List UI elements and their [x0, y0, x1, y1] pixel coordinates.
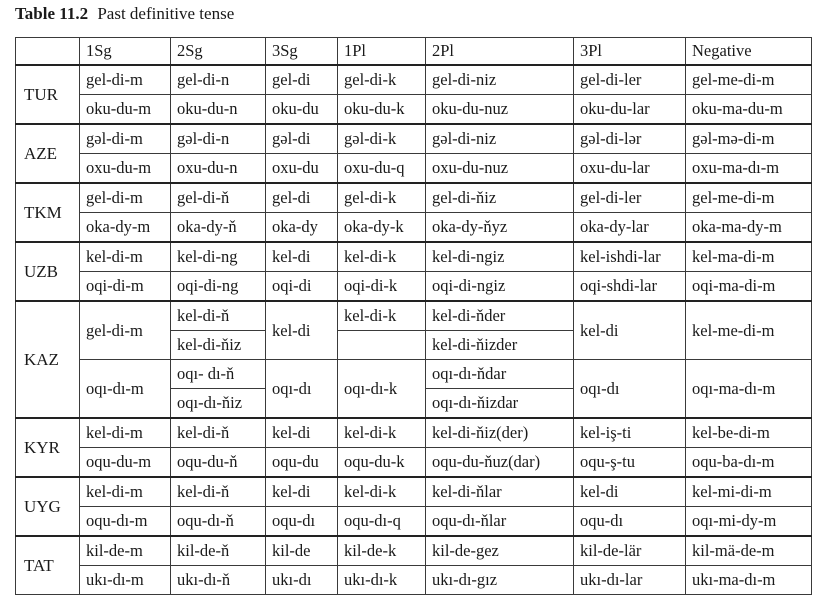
table-cell: oqı-dı: [266, 360, 338, 419]
language-label-aze: AZE: [16, 124, 80, 183]
table-cell: kel-di: [574, 477, 686, 507]
table-row: [16, 183, 812, 213]
table-cell: kel-di: [574, 301, 686, 360]
table-cell: oxu-du-q: [338, 154, 426, 184]
header-corner: [16, 38, 80, 66]
column-header: Negative: [686, 38, 812, 66]
table-cell: ukı-dı-lar: [574, 566, 686, 595]
table-cell: oka-dy-ňyz: [426, 213, 574, 243]
table-cell: oka-dy-k: [338, 213, 426, 243]
table-cell: oqı-dı-ňizdar: [426, 389, 574, 419]
table-cell: kil-de-lär: [574, 536, 686, 566]
table-cell: oqu-du: [266, 448, 338, 478]
table-cell: kel-ishdi-lar: [574, 242, 686, 272]
table-cell: oka-ma-dy-m: [686, 213, 812, 243]
table-cell: oqu-ş-tu: [574, 448, 686, 478]
table-cell: oxu-du-m: [80, 154, 171, 184]
table-cell: oku-du-k: [338, 95, 426, 125]
table-cell: kel-di-ňizder: [426, 331, 574, 360]
table-cell: kel-di-k: [338, 477, 426, 507]
table-cell: kel-di: [266, 477, 338, 507]
table-cell: oxu-du-nuz: [426, 154, 574, 184]
table-cell: oxu-du-lar: [574, 154, 686, 184]
table-cell: oqu-dı-ňlar: [426, 507, 574, 537]
table-cell: oqu-dı-q: [338, 507, 426, 537]
table-cell: kel-di-k: [338, 418, 426, 448]
language-label-kaz: KAZ: [16, 301, 80, 418]
table-cell: oqı-dı-ňiz: [171, 389, 266, 419]
table-cell: oxu-du: [266, 154, 338, 184]
table-cell: gel-me-di-m: [686, 65, 812, 95]
table-row: [16, 448, 812, 478]
table-cell: oqu-du-ň: [171, 448, 266, 478]
table-cell: kel-di-m: [80, 418, 171, 448]
table-cell: gəl-di-lər: [574, 124, 686, 154]
header-row: [16, 38, 812, 66]
table-cell: oqu-du-k: [338, 448, 426, 478]
table-row: [16, 154, 812, 184]
column-header: 2Pl: [426, 38, 574, 66]
table-row: [16, 65, 812, 95]
table-cell: kel-di-k: [338, 242, 426, 272]
language-label-uzb: UZB: [16, 242, 80, 301]
table-cell: kel-di-ng: [171, 242, 266, 272]
language-label-tkm: TKM: [16, 183, 80, 242]
table-cell: gəl-di-m: [80, 124, 171, 154]
table-cell: oqi-shdi-lar: [574, 272, 686, 302]
table-cell: gel-me-di-m: [686, 183, 812, 213]
table-cell: gel-di-m: [80, 183, 171, 213]
table-cell: oqi-di-k: [338, 272, 426, 302]
table-cell: kel-di-ňder: [426, 301, 574, 331]
table-cell: oqı-dı-ňdar: [426, 360, 574, 389]
table-cell-empty: [338, 331, 426, 360]
table-cell: oqi-di: [266, 272, 338, 302]
table-cell: kel-iş-ti: [574, 418, 686, 448]
table-cell: kel-ma-di-m: [686, 242, 812, 272]
table-cell: ukı-dı-k: [338, 566, 426, 595]
table-cell: gəl-di: [266, 124, 338, 154]
table-cell: kil-de-ň: [171, 536, 266, 566]
table-cell: gel-di: [266, 183, 338, 213]
language-label-tat: TAT: [16, 536, 80, 595]
table-cell: oxu-du-n: [171, 154, 266, 184]
table-cell: kel-mi-di-m: [686, 477, 812, 507]
table-row: [16, 477, 812, 507]
table-row: [16, 507, 812, 537]
table-cell: oku-du-lar: [574, 95, 686, 125]
table-row: [16, 242, 812, 272]
language-label-uyg: UYG: [16, 477, 80, 536]
table-cell: gel-di-niz: [426, 65, 574, 95]
table-cell: ukı-ma-dı-m: [686, 566, 812, 595]
table-cell: oqu-dı: [266, 507, 338, 537]
table-cell: gəl-di-niz: [426, 124, 574, 154]
language-label-tur: TUR: [16, 65, 80, 124]
table-cell: gəl-di-k: [338, 124, 426, 154]
past-definitive-table: [15, 37, 812, 595]
table-caption: [15, 4, 234, 24]
table-cell: kel-di-m: [80, 242, 171, 272]
language-label-kyr: KYR: [16, 418, 80, 477]
table-cell: gel-di-ler: [574, 65, 686, 95]
table-cell: oka-dy: [266, 213, 338, 243]
table-cell: oqı-dı-k: [338, 360, 426, 419]
table-cell: oku-du-nuz: [426, 95, 574, 125]
table-cell: gəl-di-n: [171, 124, 266, 154]
column-header: 3Pl: [574, 38, 686, 66]
table-cell: oka-dy-lar: [574, 213, 686, 243]
column-header: 2Sg: [171, 38, 266, 66]
table-cell: gel-di-ler: [574, 183, 686, 213]
table-cell: kel-di-ňiz: [171, 331, 266, 360]
table-row: [16, 213, 812, 243]
table-cell: oku-du: [266, 95, 338, 125]
table-row: [16, 566, 812, 595]
table-cell: oku-du-m: [80, 95, 171, 125]
table-cell: oka-dy-ň: [171, 213, 266, 243]
table-cell: kel-di-k: [338, 301, 426, 331]
table-cell: gel-di-k: [338, 183, 426, 213]
table-cell: gel-di-m: [80, 301, 171, 360]
table-cell: kil-mä-de-m: [686, 536, 812, 566]
table-cell: gel-di-k: [338, 65, 426, 95]
table-cell: gel-di-n: [171, 65, 266, 95]
table-cell: oqu-dı-ň: [171, 507, 266, 537]
table-cell: oku-ma-du-m: [686, 95, 812, 125]
table-row: [16, 360, 812, 389]
table-cell: kel-me-di-m: [686, 301, 812, 360]
table-cell: oqi-di-m: [80, 272, 171, 302]
table-cell: gel-di-m: [80, 65, 171, 95]
table-cell: oqu-dı: [574, 507, 686, 537]
table-cell: kel-di-ňlar: [426, 477, 574, 507]
table-cell: kel-di-ň: [171, 477, 266, 507]
table-row: [16, 536, 812, 566]
table-cell: oqu-dı-m: [80, 507, 171, 537]
table-cell: oxu-ma-dı-m: [686, 154, 812, 184]
column-header: 1Pl: [338, 38, 426, 66]
table-cell: kel-di: [266, 242, 338, 272]
table-cell: oqu-du-ňuz(dar): [426, 448, 574, 478]
table-cell: kil-de: [266, 536, 338, 566]
table-cell: oqı-ma-dı-m: [686, 360, 812, 419]
table-cell: oka-dy-m: [80, 213, 171, 243]
table-cell: oqi-ma-di-m: [686, 272, 812, 302]
table-cell: gəl-mə-di-m: [686, 124, 812, 154]
table-cell: kel-di: [266, 418, 338, 448]
table-cell: oqu-ba-dı-m: [686, 448, 812, 478]
table-cell: ukı-dı-m: [80, 566, 171, 595]
table-cell: ukı-dı-gız: [426, 566, 574, 595]
table-cell: oqı-dı-m: [80, 360, 171, 419]
table-cell: oqı-mi-dy-m: [686, 507, 812, 537]
table-cell: kel-di-m: [80, 477, 171, 507]
table-cell: oqi-di-ng: [171, 272, 266, 302]
table-cell: kel-be-di-m: [686, 418, 812, 448]
table-row: [16, 124, 812, 154]
table-cell: oqı-dı: [574, 360, 686, 419]
table-cell: gel-di-ň: [171, 183, 266, 213]
table-cell: oku-du-n: [171, 95, 266, 125]
table-row: [16, 418, 812, 448]
column-header: 1Sg: [80, 38, 171, 66]
table-cell: oqi-di-ngiz: [426, 272, 574, 302]
table-number: Table 11.2: [15, 4, 89, 23]
table-cell: gel-di: [266, 65, 338, 95]
table-cell: ukı-dı-ň: [171, 566, 266, 595]
table-row: [16, 95, 812, 125]
table-title: Past definitive tense: [97, 4, 235, 23]
column-header: 3Sg: [266, 38, 338, 66]
table-cell: kel-di: [266, 301, 338, 360]
table-cell: gel-di-ňiz: [426, 183, 574, 213]
table-row: [16, 272, 812, 302]
table-cell: ukı-dı: [266, 566, 338, 595]
table-cell: kel-di-ň: [171, 301, 266, 331]
table-cell: kel-di-ngiz: [426, 242, 574, 272]
table-cell: kel-di-ňiz(der): [426, 418, 574, 448]
table-row: [16, 301, 812, 331]
table-cell: kel-di-ň: [171, 418, 266, 448]
table-cell: kil-de-m: [80, 536, 171, 566]
table-cell: oqu-du-m: [80, 448, 171, 478]
table-cell: kil-de-gez: [426, 536, 574, 566]
table-cell: oqı- dı-ň: [171, 360, 266, 389]
table-cell: kil-de-k: [338, 536, 426, 566]
